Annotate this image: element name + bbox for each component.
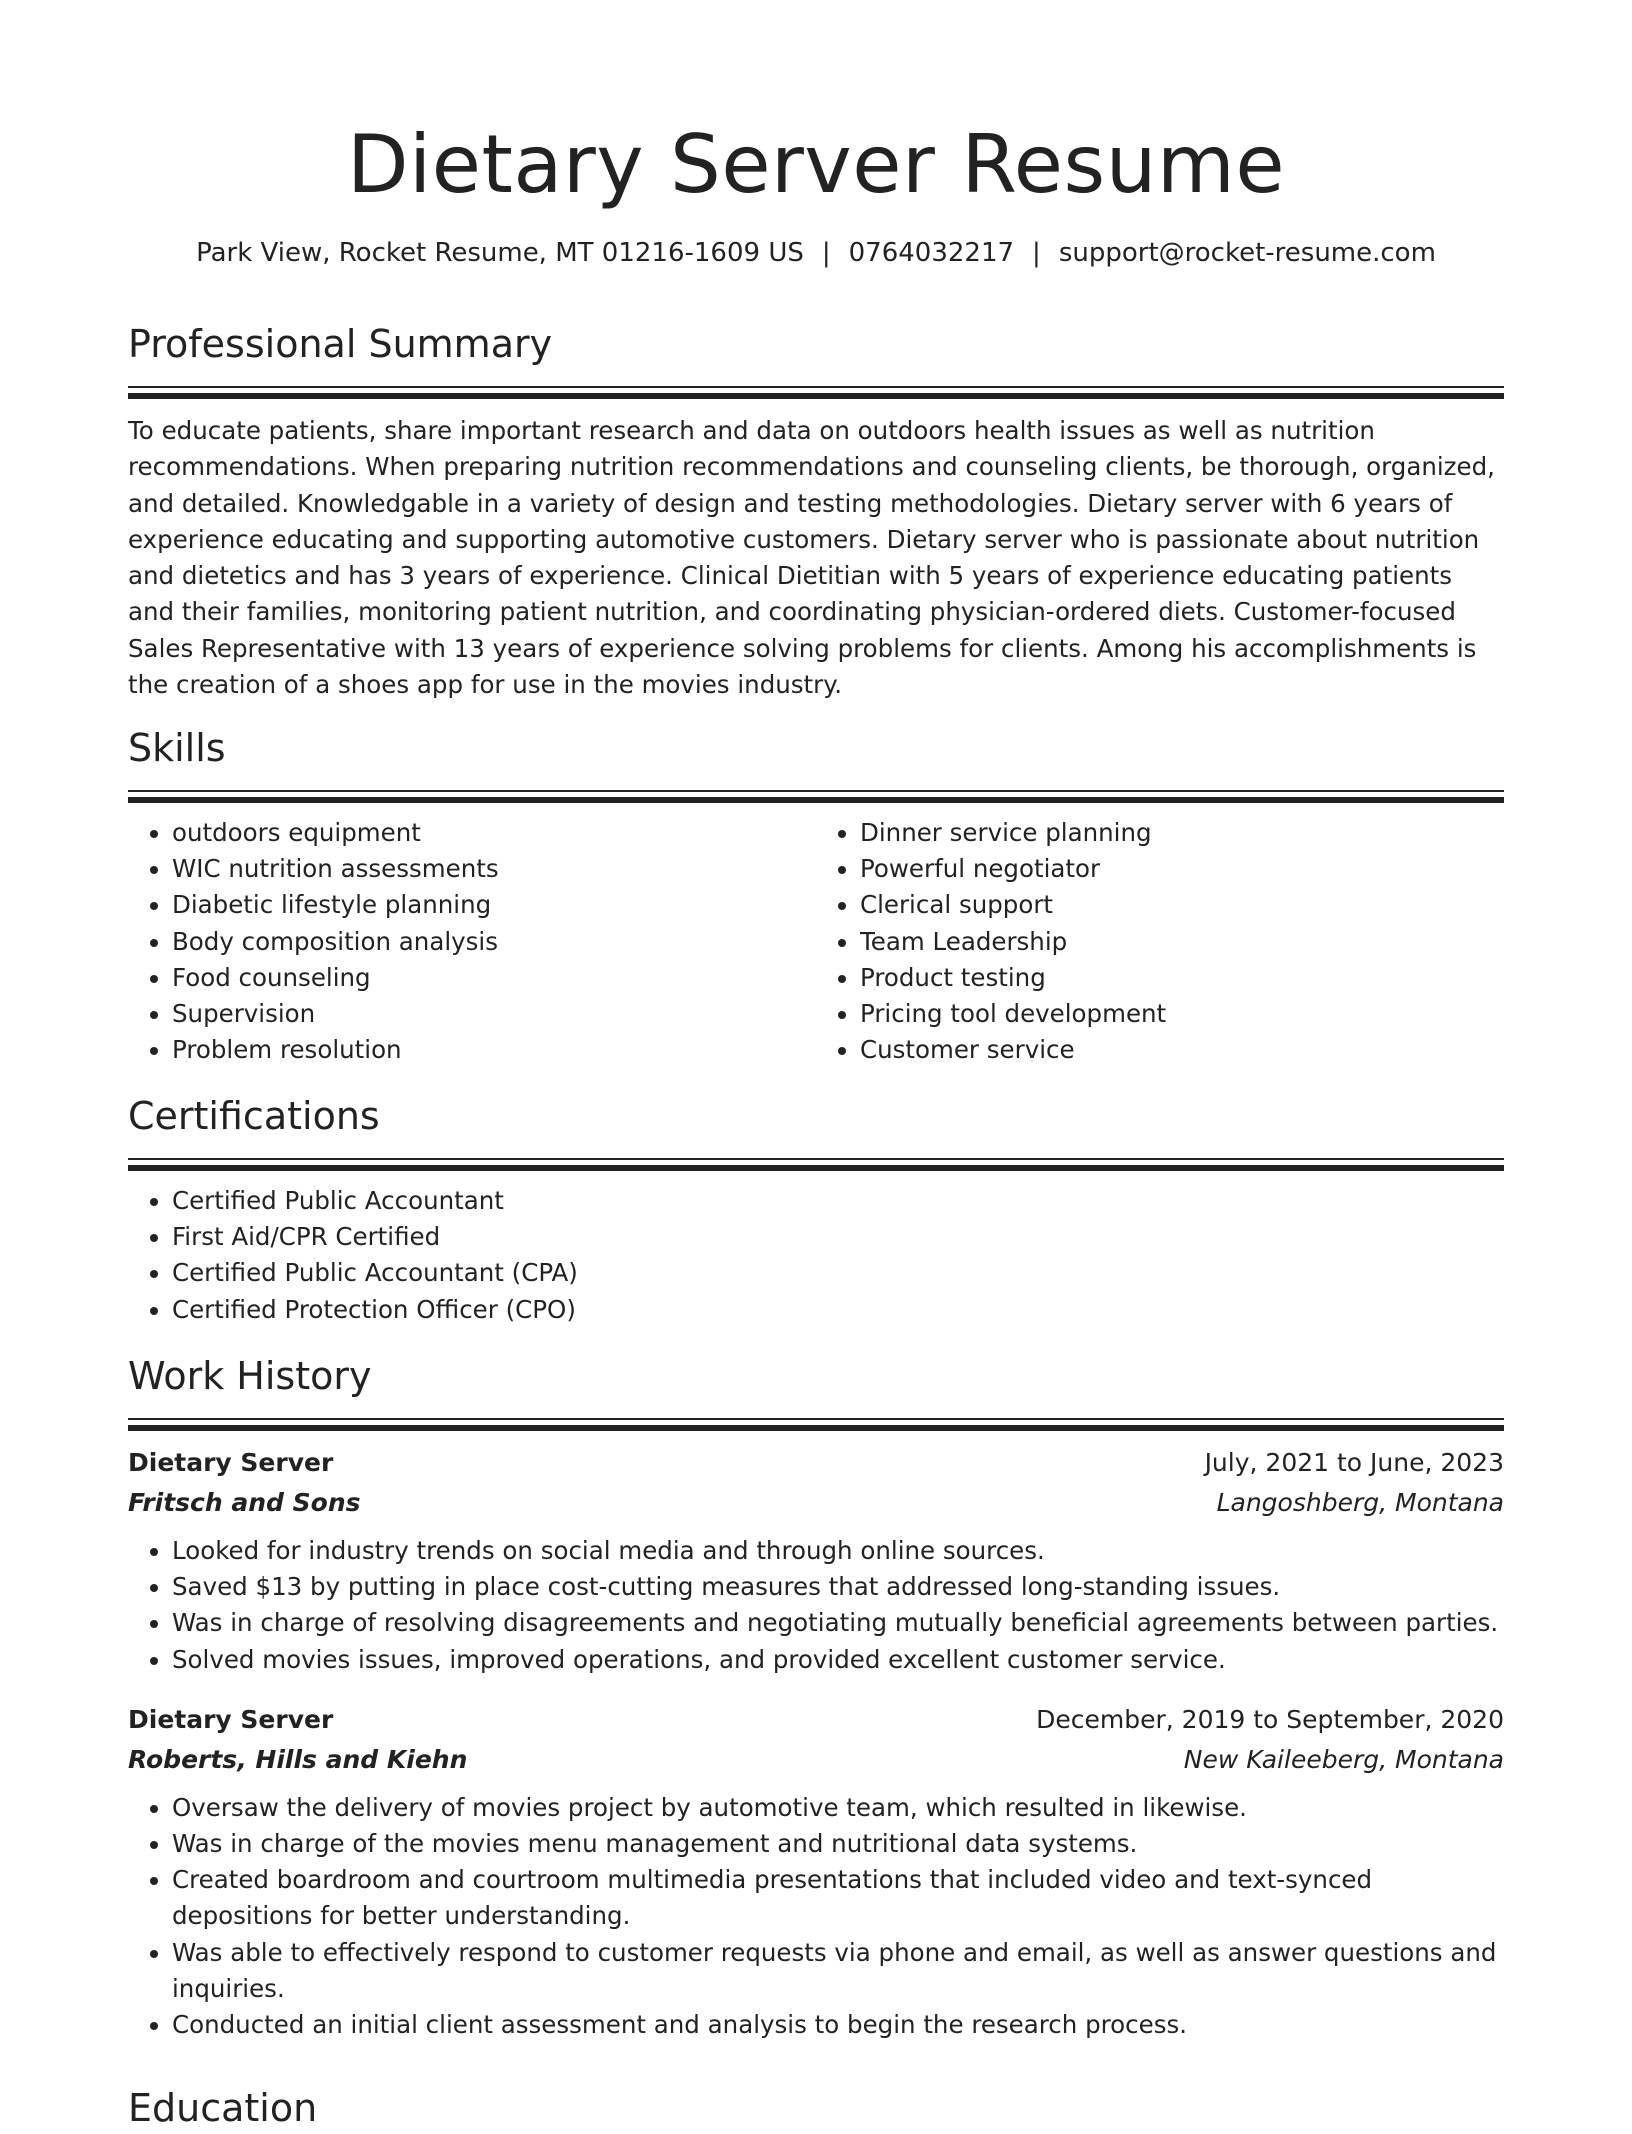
job-location: New Kaileeberg, Montana: [1183, 1744, 1504, 1774]
resume-title: Dietary Server Resume: [346, 118, 1286, 211]
job-bullet: • Conducted an initial client assessment and analysis to begin the research process.: [172, 2007, 1504, 2043]
contact-phone: 0764032217: [848, 238, 1015, 268]
job-entry: [128, 1443, 1504, 1678]
skills-list-right: [816, 815, 1504, 1068]
skill-item: • Team Leadership: [860, 924, 1504, 960]
job-header: [128, 1700, 1504, 1740]
contact-address: Park View, Rocket Resume, MT 01216-1609 US: [196, 238, 804, 268]
section-rule: [128, 1418, 1504, 1429]
job-bullet: • Was in charge of the movies menu management and nutritional data systems.: [172, 1826, 1504, 1862]
summary-text: To educate patients, share important research and data on outdoors health issues as well as nutrition recommendations. When preparing nutrition recommendations and counseling clients, be thorough, organized, and detailed. Knowledgable in a variety of design and testing methodologies. Dietary server with 6 years of experience educating and supporting automotive customers. Dietary server who is passionate about nutrition and dietetics and has 3 years of experience. Clinical Dietitian with 5 years of experience educating patients and their families, monitoring patient nutrition, and coordinating physician-ordered diets. Customer-focused Sales Representative with 13 years of experience solving problems for clients. Among his accomplishments is the creation of a shoes app for use in the movies industry.: [128, 416, 1495, 700]
section-heading-work-history: Work History: [128, 1354, 372, 1398]
job-location: Langoshberg, Montana: [1216, 1488, 1504, 1517]
skill-item: • Customer service: [860, 1032, 1504, 1068]
work-history-section: [128, 1350, 1504, 2043]
skill-item: • outdoors equipment: [172, 815, 816, 851]
skill-item: • Clerical support: [860, 887, 1504, 923]
skill-item: • Food counseling: [172, 960, 816, 996]
skill-item: • Pricing tool development: [860, 996, 1504, 1032]
skills-columns: [128, 801, 1504, 1068]
skill-item: • WIC nutrition assessments: [172, 851, 816, 887]
section-heading-summary: Professional Summary: [128, 322, 553, 366]
contact-separator: |: [1032, 238, 1041, 268]
job-dates: July, 2021 to June, 2023: [1204, 1448, 1504, 1477]
job-title: Dietary Server: [128, 1448, 334, 1477]
skill-item: • Dinner service planning: [860, 815, 1504, 851]
contact-line: [128, 238, 1504, 268]
skill-item: • Diabetic lifestyle planning: [172, 887, 816, 923]
skill-item: • Problem resolution: [172, 1032, 816, 1068]
skills-list-left: [128, 815, 816, 1068]
job-bullet: • Was able to effectively respond to customer requests via phone and email, as well as answer questions and inquiries.: [172, 1935, 1504, 2007]
certifications-list: [128, 1183, 1504, 1328]
job-bullets: [128, 1533, 1504, 1678]
contact-email[interactable]: support@rocket-resume.com: [1058, 238, 1436, 268]
job-bullet: • Oversaw the delivery of movies project by automotive team, which resulted in likewise.: [172, 1790, 1504, 1826]
job-subheader: [128, 1483, 1504, 1523]
education-section: [128, 2082, 1504, 2134]
section-rule: [128, 386, 1504, 397]
certification-item: • Certified Public Accountant: [172, 1183, 1504, 1219]
skill-item: • Powerful negotiator: [860, 851, 1504, 887]
skill-item: • Supervision: [172, 996, 816, 1032]
job-bullet: • Saved $13 by putting in place cost-cutting measures that addressed long-standing issues.: [172, 1569, 1504, 1605]
skill-item: • Product testing: [860, 960, 1504, 996]
skill-item: • Body composition analysis: [172, 924, 816, 960]
job-subheader: [128, 1740, 1504, 1780]
job-title: Dietary Server: [128, 1704, 334, 1734]
contact-separator: |: [821, 238, 831, 268]
section-heading-certifications: Certifications: [128, 1094, 380, 1138]
job-bullet: • Solved movies issues, improved operations, and provided excellent customer service.: [172, 1642, 1504, 1678]
job-company: Roberts, Hills and Kiehn: [128, 1744, 468, 1774]
job-company: Fritsch and Sons: [128, 1488, 361, 1517]
job-bullet: • Created boardroom and courtroom multimedia presentations that included video and text-synced depositions for better understanding.: [172, 1862, 1504, 1934]
job-bullet: • Looked for industry trends on social media and through online sources.: [172, 1533, 1504, 1569]
job-dates: December, 2019 to September, 2020: [1036, 1704, 1504, 1734]
section-heading-skills: Skills: [128, 726, 226, 770]
section-rule: [128, 790, 1504, 801]
job-bullet: • Was in charge of resolving disagreements and negotiating mutually beneficial agreements between parties.: [172, 1605, 1504, 1641]
section-heading-education: Education: [128, 2086, 318, 2130]
skills-section: [128, 722, 1504, 1068]
certification-item: • Certified Protection Officer (CPO): [172, 1292, 1504, 1328]
certification-item: • Certified Public Accountant (CPA): [172, 1255, 1504, 1291]
section-rule: [128, 1158, 1504, 1169]
job-bullets: [128, 1790, 1504, 2043]
job-entry: [128, 1700, 1504, 2043]
summary-section: [128, 318, 1504, 703]
certification-item: • First Aid/CPR Certified: [172, 1219, 1504, 1255]
job-header: [128, 1443, 1504, 1483]
certifications-section: [128, 1090, 1504, 1328]
